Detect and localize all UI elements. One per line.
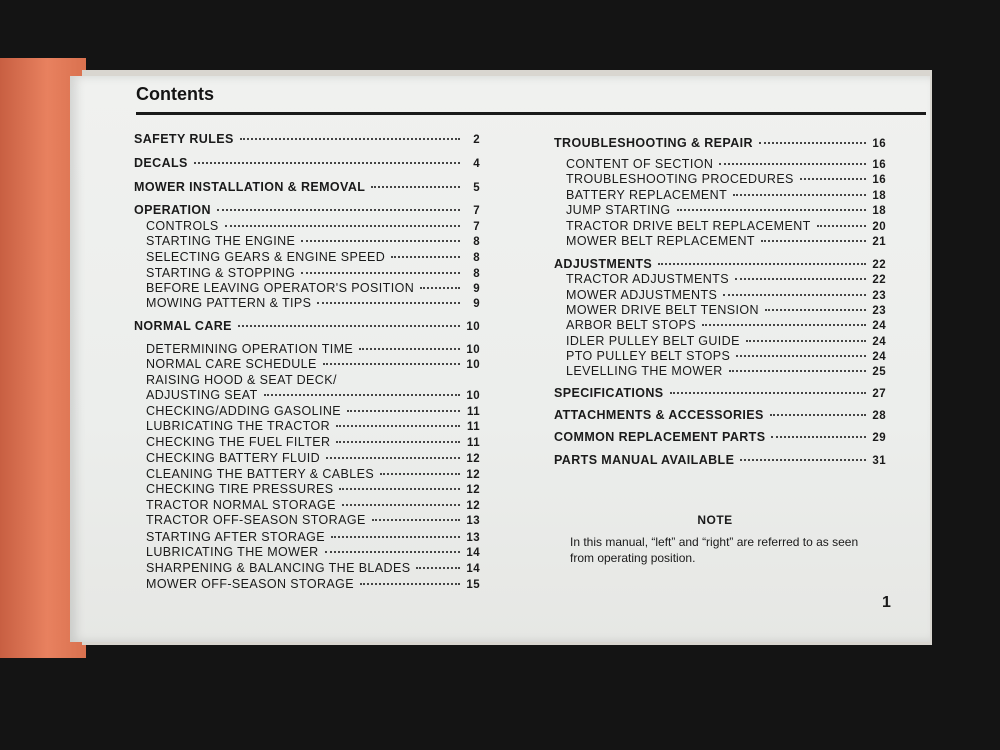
toc-entry-label: TRACTOR NORMAL STORAGE: [146, 498, 336, 512]
toc-entry: [554, 188, 886, 204]
toc-entry-label: STARTING THE ENGINE: [146, 234, 296, 248]
dot-leader: [670, 391, 866, 394]
toc-entry-label: CONTROLS: [146, 219, 219, 233]
contents-page: [70, 76, 930, 642]
toc-entry-label: CHECKING BATTERY FLUID: [146, 451, 321, 465]
toc-entry-page: 11: [467, 421, 480, 433]
toc-entry-page: 22: [872, 259, 886, 271]
toc-entry: [134, 404, 480, 420]
note-heading: NOTE: [697, 513, 733, 527]
toc-entry-label: NORMAL CARE: [134, 319, 232, 333]
toc-entry-page: 10: [466, 390, 480, 402]
dot-leader: [759, 141, 866, 144]
toc-entry: [554, 172, 886, 188]
toc-entry-page: 18: [872, 205, 886, 217]
dot-leader: [761, 239, 866, 242]
toc-entry-page: 7: [473, 205, 480, 217]
toc-entry: [554, 136, 886, 152]
toc-entry-label: BEFORE LEAVING OPERATOR'S POSITION: [146, 281, 415, 295]
dot-leader: [240, 137, 460, 140]
toc-entry-label: MOWER ADJUSTMENTS: [566, 288, 718, 302]
toc-entry: [134, 132, 480, 148]
dot-leader: [317, 301, 460, 304]
dot-leader: [740, 458, 866, 461]
toc-entry-label: TROUBLESHOOTING & REPAIR: [554, 136, 753, 150]
dot-leader: [771, 435, 866, 438]
dot-leader: [359, 347, 460, 350]
toc-entry-page: 8: [473, 268, 480, 280]
dot-leader: [372, 518, 460, 521]
toc-entry-label: LEVELLING THE MOWER: [566, 364, 723, 378]
dot-leader: [719, 162, 866, 165]
toc-entry: [554, 272, 886, 288]
toc-entry-page: 10: [466, 359, 480, 371]
note-text: In this manual, “left” and “right” are referred to as seen from operating position.: [570, 535, 859, 565]
toc-entry: [134, 388, 480, 404]
dot-leader: [347, 409, 460, 412]
toc-entry: [134, 319, 480, 335]
toc-entry: [134, 498, 480, 514]
toc-entry-page: 23: [872, 305, 886, 317]
toc-entry-page: 28: [872, 410, 886, 422]
toc-entry: [554, 203, 886, 219]
toc-entry-label: BATTERY REPLACEMENT: [566, 188, 728, 202]
toc-entry-label: SHARPENING & BALANCING THE BLADES: [146, 561, 411, 575]
toc-entry-label: MOWER OFF-SEASON STORAGE: [146, 577, 354, 591]
dot-leader: [326, 456, 460, 459]
toc-entry-page: 31: [872, 455, 886, 467]
toc-entry: [134, 530, 480, 546]
dot-leader: [336, 440, 460, 443]
toc-entry: [554, 408, 886, 424]
toc-entry: [554, 318, 886, 334]
toc-entry-label: MOWER DRIVE BELT TENSION: [566, 303, 759, 317]
dot-leader: [729, 369, 866, 372]
toc-entry: [134, 342, 480, 358]
toc-entry-page: 14: [466, 563, 480, 575]
toc-entry: [134, 482, 480, 498]
toc-entry: [134, 357, 480, 373]
toc-entry-label: STARTING & STOPPING: [146, 266, 296, 280]
toc-entry-page: 5: [473, 182, 480, 194]
toc-entry-label: TROUBLESHOOTING PROCEDURES: [566, 172, 794, 186]
toc-entry: [554, 219, 886, 235]
toc-entry-page: 12: [466, 469, 480, 481]
dot-leader: [770, 413, 866, 416]
toc-entry: [134, 545, 480, 561]
toc-entry-label: PTO PULLEY BELT STOPS: [566, 349, 731, 363]
dot-leader: [391, 255, 460, 258]
toc-entry: [554, 349, 886, 365]
toc-entry: [134, 250, 480, 266]
dot-leader: [733, 193, 866, 196]
toc-entry-label: TRACTOR ADJUSTMENTS: [566, 272, 729, 286]
toc-entry-page: 24: [872, 320, 886, 332]
dot-leader: [342, 503, 460, 506]
toc-entry-page: 10: [466, 321, 480, 333]
dot-leader: [380, 472, 460, 475]
toc-entry-label: PARTS MANUAL AVAILABLE: [554, 453, 735, 467]
page-number: 1: [882, 594, 891, 611]
toc-entry-page: 21: [872, 236, 886, 248]
dot-leader: [323, 362, 460, 365]
toc-entry: [134, 435, 480, 451]
toc-entry: [134, 296, 480, 312]
dot-leader: [817, 224, 866, 227]
toc-entry-label: MOWER INSTALLATION & REMOVAL: [134, 180, 366, 194]
dot-leader: [217, 208, 460, 211]
toc-entry-page: 4: [473, 158, 480, 170]
toc-entry-page: 24: [872, 336, 886, 348]
dot-leader: [702, 323, 866, 326]
dot-leader: [343, 380, 460, 381]
toc-entry: [134, 467, 480, 483]
toc-entry: [134, 266, 480, 282]
dot-leader: [194, 161, 460, 164]
toc-entry: [554, 303, 886, 319]
toc-entry-label: NORMAL CARE SCHEDULE: [146, 357, 317, 371]
toc-entry: [554, 386, 886, 402]
toc-entry: [134, 156, 480, 172]
dot-leader: [736, 354, 866, 357]
toc-entry: [134, 203, 480, 219]
toc-entry-label: JUMP STARTING: [566, 203, 671, 217]
toc-entry-label: TRACTOR OFF-SEASON STORAGE: [146, 513, 366, 527]
toc-entry-page: 25: [872, 366, 886, 378]
toc-entry-label: MOWING PATTERN & TIPS: [146, 296, 312, 310]
toc-entry: [554, 234, 886, 250]
dot-leader: [371, 185, 460, 188]
toc-entry-label: OPERATION: [134, 203, 211, 217]
dot-leader: [331, 535, 460, 538]
dot-leader: [746, 339, 866, 342]
toc-entry-page: 16: [872, 138, 886, 150]
toc-entry-label: TRACTOR DRIVE BELT REPLACEMENT: [566, 219, 811, 233]
dot-leader: [264, 393, 460, 396]
toc-entry: [554, 334, 886, 350]
toc-entry-page: 14: [466, 547, 480, 559]
toc-entry-label: STARTING AFTER STORAGE: [146, 530, 325, 544]
toc-entry-label: CLEANING THE BATTERY & CABLES: [146, 467, 375, 481]
dot-leader: [336, 424, 460, 427]
toc-entry-page: 10: [466, 344, 480, 356]
toc-entry: [134, 373, 480, 389]
toc-entry: [554, 157, 886, 173]
toc-entry-page: 11: [467, 437, 480, 449]
dot-leader: [301, 271, 460, 274]
toc-entry-page: 20: [872, 221, 886, 233]
toc-entry-page: 8: [473, 252, 480, 264]
toc-entry-page: 29: [872, 432, 886, 444]
toc-entry-page: 11: [467, 406, 480, 418]
toc-entry-page: 8: [473, 236, 480, 248]
toc-entry: [554, 288, 886, 304]
toc-entry-label: ARBOR BELT STOPS: [566, 318, 697, 332]
title-rule: [136, 112, 926, 115]
toc-entry-label: SPECIFICATIONS: [554, 386, 664, 400]
toc-entry-page: 7: [473, 221, 480, 233]
toc-entry: [134, 180, 480, 196]
toc-entry-label: IDLER PULLEY BELT GUIDE: [566, 334, 740, 348]
dot-leader: [360, 582, 460, 585]
toc-entry-label: COMMON REPLACEMENT PARTS: [554, 430, 766, 444]
toc-entry-page: 2: [473, 134, 480, 146]
toc-entry: [134, 561, 480, 577]
toc-entry-page: 18: [872, 190, 886, 202]
toc-entry-label: LUBRICATING THE TRACTOR: [146, 419, 330, 433]
toc-entry-label: ATTACHMENTS & ACCESSORIES: [554, 408, 764, 422]
page-title: Contents: [136, 84, 214, 104]
dot-leader: [420, 286, 460, 289]
toc-entry: [134, 219, 480, 235]
dot-leader: [339, 487, 460, 490]
toc-entry-label: SELECTING GEARS & ENGINE SPEED: [146, 250, 386, 264]
toc-entry-page: 9: [473, 298, 480, 310]
toc-entry-label: MOWER BELT REPLACEMENT: [566, 234, 755, 248]
toc-entry-page: 13: [466, 532, 480, 544]
dot-leader: [800, 177, 866, 180]
toc-entry: [554, 430, 886, 446]
dot-leader: [225, 224, 460, 227]
toc-entry-label: LUBRICATING THE MOWER: [146, 545, 319, 559]
toc-entry-page: 15: [466, 579, 480, 591]
toc-entry-label: ADJUSTING SEAT: [146, 388, 258, 402]
dot-leader: [416, 566, 460, 569]
toc-entry: [134, 577, 480, 593]
toc-entry-page: 12: [466, 500, 480, 512]
dot-leader: [723, 293, 866, 296]
dot-leader: [765, 308, 866, 311]
toc-entry-page: 16: [872, 174, 886, 186]
toc-entry-page: 13: [466, 515, 480, 527]
toc-entry-label: DECALS: [134, 156, 188, 170]
toc-entry-page: 24: [872, 351, 886, 363]
toc-entry-label: SAFETY RULES: [134, 132, 234, 146]
toc-entry-page: 16: [872, 159, 886, 171]
dot-leader: [677, 208, 866, 211]
toc-entry: [554, 453, 886, 469]
toc-entry-label: RAISING HOOD & SEAT DECK/: [146, 373, 337, 387]
toc-entry-page: 23: [872, 290, 886, 302]
toc-entry: [134, 451, 480, 467]
toc-entry: [134, 281, 480, 297]
toc-entry: [134, 513, 480, 529]
dot-leader: [735, 277, 866, 280]
toc-entry-page: 27: [872, 388, 886, 400]
toc-entry-label: CHECKING/ADDING GASOLINE: [146, 404, 342, 418]
toc-entry: [554, 257, 886, 273]
toc-entry-label: ADJUSTMENTS: [554, 257, 653, 271]
toc-entry: [134, 234, 480, 250]
toc-entry: [554, 364, 886, 380]
dot-leader: [301, 239, 460, 242]
toc-entry-label: DETERMINING OPERATION TIME: [146, 342, 354, 356]
toc-entry-label: CONTENT OF SECTION: [566, 157, 714, 171]
toc-entry: [134, 419, 480, 435]
toc-entry-page: 22: [872, 274, 886, 286]
toc-entry-page: 12: [466, 484, 480, 496]
toc-entry-label: CHECKING TIRE PRESSURES: [146, 482, 334, 496]
toc-entry-page: 9: [473, 283, 480, 295]
dot-leader: [325, 550, 460, 553]
dot-leader: [658, 262, 866, 265]
toc-entry-page: 12: [466, 453, 480, 465]
dot-leader: [238, 324, 460, 327]
toc-entry-label: CHECKING THE FUEL FILTER: [146, 435, 331, 449]
